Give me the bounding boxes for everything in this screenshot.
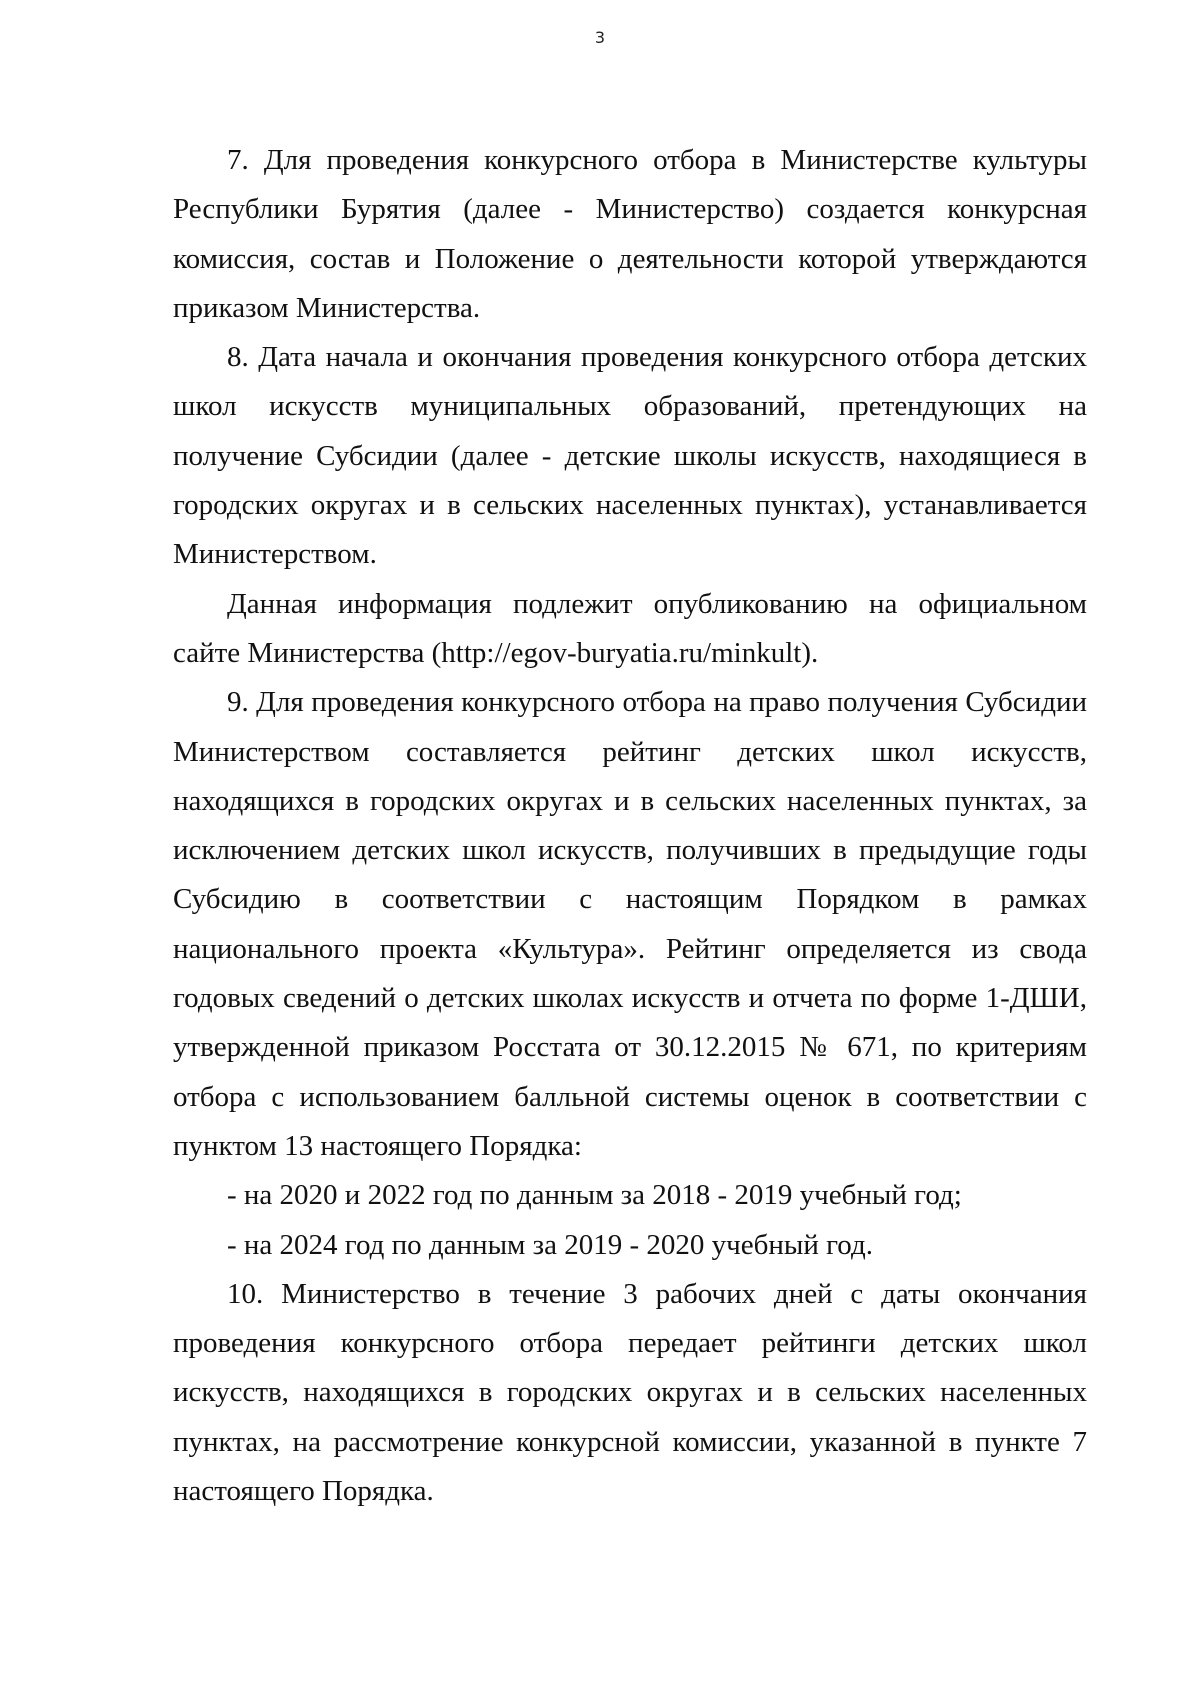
paragraph-10: 10. Министерство в течение 3 рабочих дней с даты окончания проведения конкурсного отбора передает рейтинги детских школ искусств, находящихся в городских округах и в сельских населенных пунктах, на рассмотрение конкурсной комиссии, указанной в пункте 7 настоящего Порядка.	[173, 1277, 1087, 1508]
list-item-2024: - на 2024 год по данным за 2019 - 2020 учебный год.	[227, 1228, 873, 1261]
paragraph-7: 7. Для проведения конкурсного отбора в Министерстве культуры Республики Бурятия (далее - Министерство) создается конкурсная комиссия, состав и Положение о деятельности которой утверждаются приказом Министерства.	[173, 144, 1087, 324]
paragraph-8: 8. Дата начала и окончания проведения конкурсного отбора детских школ искусств муниципальных образований, претендующих на получение Субсидии (далее - детские школы искусств, находящиеся в городских округах и в сельских населенных пунктах), устанавливается Министерством.	[173, 341, 1087, 571]
list-item-2020-2022: - на 2020 и 2022 год по данным за 2018 - 2019 учебный год;	[227, 1179, 962, 1212]
document-body	[173, 136, 1087, 1516]
paragraph-9: 9. Для проведения конкурсного отбора на право получения Субсидии Министерством составляется рейтинг детских школ искусств, находящихся в городских округах и в сельских населенных пунктах, за исключением детских школ искусств, получивших в предыдущие годы Субсидию в соответствии с настоящим Порядком в рамках национального проекта «Культура». Рейтинг определяется из свода годовых сведений о детских школах искусств и отчета по форме 1-ДШИ, утвержденной приказом Росстата от 30.12.2015 № 671, по критериям отбора с использованием балльной системы оценок в соответствии с пунктом 13 настоящего Порядка:	[173, 686, 1087, 1162]
page-number: 3	[594, 28, 606, 47]
paragraph-publication-note: Данная информация подлежит опубликованию на официальном сайте Министерства (http://egov-buryatia.ru/minkult).	[173, 587, 1087, 669]
